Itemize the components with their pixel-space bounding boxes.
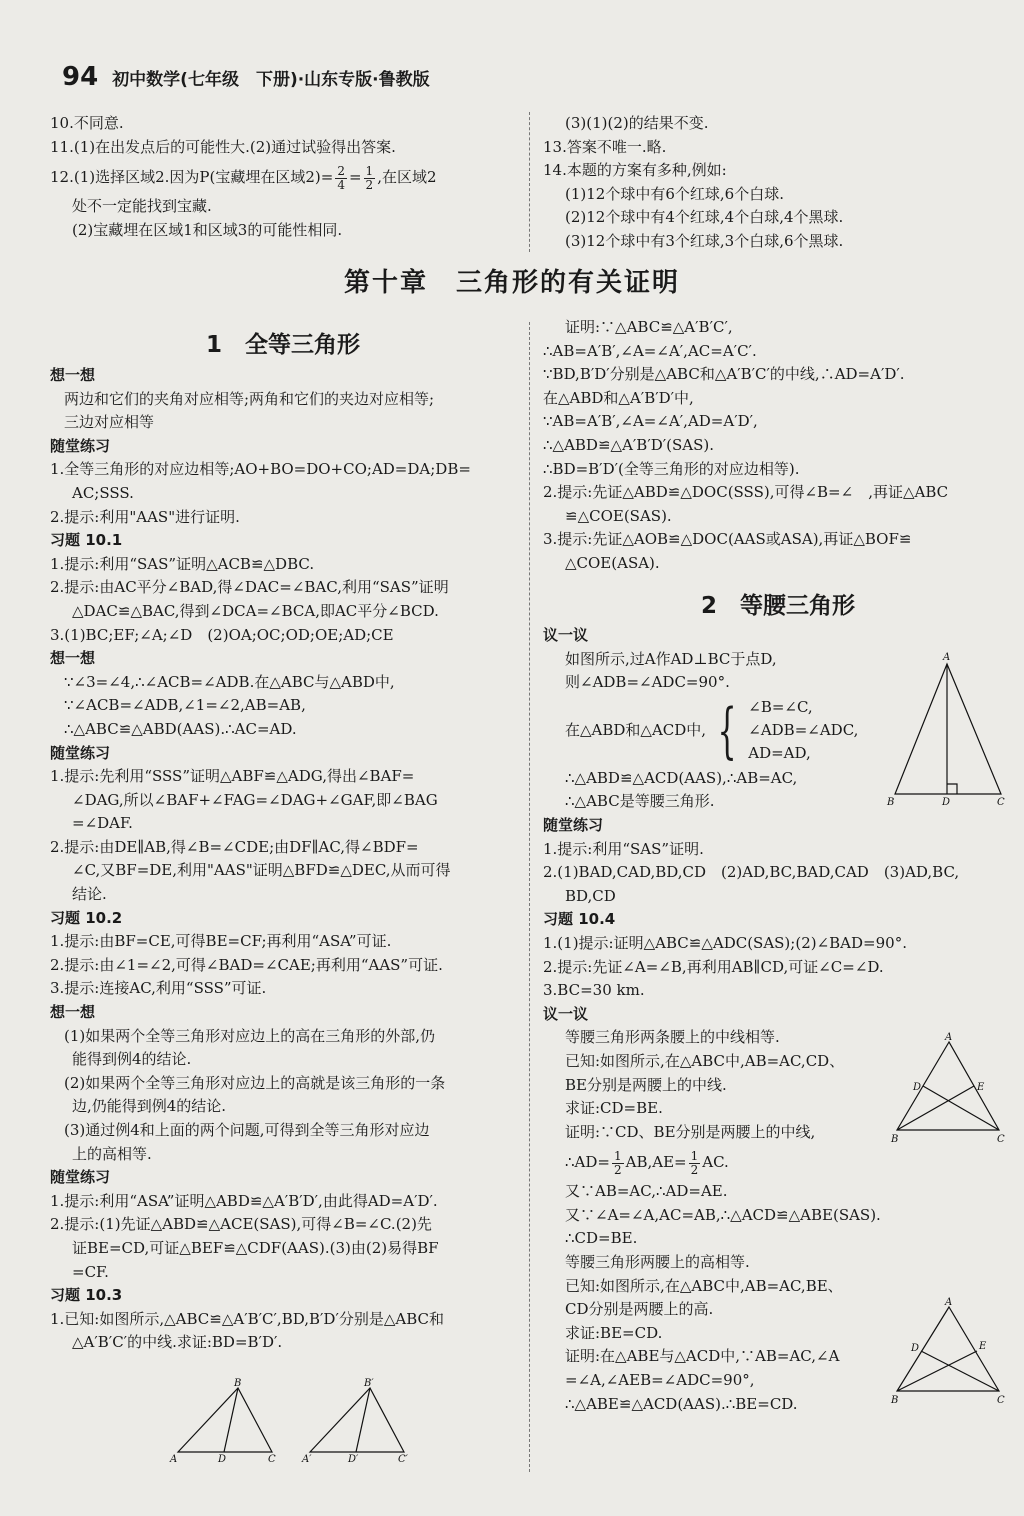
text-line: ∴△ABC≌△ABD(AAS).∴AC=AD. xyxy=(64,719,297,738)
text-line: ∴BD=B′D′(全等三角形的对应边相等). xyxy=(543,459,800,478)
label-d: D xyxy=(218,1454,227,1464)
text-line: 2.提示:(1)先证△ABD≌△ACE(SAS),可得∠B=∠C.(2)先 xyxy=(50,1215,432,1234)
text-line: 2.提示:利用"AAS"进行证明. xyxy=(50,507,240,526)
text-line: ∵∠ACB=∠ADB,∠1=∠2,AB=AB, xyxy=(64,696,306,715)
text-line: 2.(1)BAD,CAD,BD,CD (2)AD,BC,BAD,CAD (3)AD,BC, xyxy=(543,863,960,882)
text-line: 3.BC=30 km. xyxy=(543,981,645,1000)
text-line: =∠A,∠AEB=∠ADC=90°, xyxy=(565,1371,755,1390)
text-line: 三边对应相等 xyxy=(64,413,155,432)
text-line: ∠C,又BF=DE,利用"AAS"证明△BFD≌△DEC,从而可得 xyxy=(72,861,451,880)
subheading: 随堂练习 xyxy=(50,743,111,762)
text-line: △COE(ASA). xyxy=(565,553,660,572)
text-line: ∴CD=BE. xyxy=(565,1229,638,1248)
fraction: $\frac{1}{2}$ xyxy=(613,1148,622,1177)
subheading: 习题 10.3 xyxy=(50,1286,123,1305)
system-row: ∠B=∠C, xyxy=(748,698,813,717)
text-line: ∵∠3=∠4,∴∠ACB=∠ADB.在△ABC与△ABD中, xyxy=(64,672,395,691)
triangle-abc xyxy=(178,1388,272,1452)
book-title: 初中数学(七年级 下册)·山东专版·鲁教版 xyxy=(112,70,430,90)
label-e: E xyxy=(979,1341,987,1352)
right-column-proof xyxy=(543,316,1013,576)
answer-line: 10.不同意. xyxy=(50,114,124,132)
text-line: 证明:在△ABE与△ACD中,∵AB=AC,∠A xyxy=(565,1347,840,1366)
text-line: BE分别是两腰上的中线. xyxy=(565,1075,727,1094)
label-a: A xyxy=(945,1297,953,1308)
subheading: 议一议 xyxy=(543,626,589,644)
text-line: △DAC≌△BAC,得到∠DCA=∠BCA,即AC平分∠BCD. xyxy=(72,601,439,620)
fraction: $\frac{1}{2}$ xyxy=(690,1148,699,1177)
text-line: 又∵∠A=∠A,AC=AB,∴△ACD≌△ABE(SAS). xyxy=(565,1205,881,1224)
text-line: 2.提示:由AC平分∠BAD,得∠DAC=∠BAC,利用“SAS”证明 xyxy=(50,578,449,597)
equation-system: 在△ABD和△ACD中, { ∠B=∠C, ∠ADB=∠ADC, AD=AD, xyxy=(565,695,859,766)
text-line: ∴△ABC是等腰三角形. xyxy=(565,792,715,811)
text-line: 1.提示:利用“ASA”证明△ABD≌△A′B′D′,由此得AD=A′D′. xyxy=(50,1191,438,1210)
answer-line: 处不一定能找到宝藏. xyxy=(72,197,212,216)
label-a: A xyxy=(943,652,951,663)
text-line: 1.已知:如图所示,△ABC≌△A′B′C′,BD,B′D′分别是△ABC和 xyxy=(50,1309,444,1328)
isosceles-altitude-figure xyxy=(885,650,1013,810)
text-line: ∠DAG,所以∠BAF+∠FAG=∠DAG+∠GAF,即∠BAG xyxy=(72,790,438,809)
answer-line: (2)宝藏埋在区域1和区域3的可能性相同. xyxy=(72,220,343,239)
text-line: (1)如果两个全等三角形对应边上的高在三角形的外部,仍 xyxy=(64,1026,436,1045)
label-b: B xyxy=(234,1378,242,1389)
text-line: ∴△ABE≌△ACD(AAS).∴BE=CD. xyxy=(565,1394,798,1413)
left-column xyxy=(50,364,516,1355)
text-line: =∠DAF. xyxy=(72,814,133,833)
text-line: 又∵AB=AC,∴AD=AE. xyxy=(565,1182,728,1201)
text-line: BD,CD xyxy=(565,886,616,905)
section-title-isosceles: 2 等腰三角形 xyxy=(700,593,855,619)
page-header xyxy=(62,62,430,92)
subheading: 想一想 xyxy=(50,1003,96,1022)
text-line: 1.提示:利用“SAS”证明△ACB≌△DBC. xyxy=(50,554,315,573)
subheading: 随堂练习 xyxy=(50,436,111,455)
text-line: 3.提示:先证△AOB≌△DOC(AAS或ASA),再证△BOF≌ xyxy=(543,530,912,549)
subheading: 议一议 xyxy=(543,1004,589,1023)
system-row: ∠ADB=∠ADC, xyxy=(748,721,859,740)
isosceles-altitudes-figure xyxy=(885,1295,1013,1413)
answers-top-right xyxy=(543,112,1013,254)
answer-line-q12: 12.(1)选择区域2.因为P(宝藏埋在区域2)= $\frac{2}{4}$ = $\frac{1}{2}$ ,在区域2 xyxy=(50,163,437,192)
answer-line: (2)12个球中有4个红球,4个白球,4个黑球. xyxy=(565,208,844,227)
text-line: (2)如果两个全等三角形对应边上的高就是该三角形的一条 xyxy=(64,1073,446,1092)
text-line: 3.(1)BC;EF;∠A;∠D (2)OA;OC;OD;OE;AD;CE xyxy=(50,625,394,644)
text-line: 则∠ADB=∠ADC=90°. xyxy=(565,673,730,692)
text-line: 3.提示:连接AC,利用“SSS”可证. xyxy=(50,979,267,998)
label-a: A xyxy=(945,1032,953,1043)
subheading: 随堂练习 xyxy=(50,1168,111,1187)
column-divider-bottom xyxy=(529,322,530,1472)
text-line: 证明:∵CD、BE分别是两腰上的中线, xyxy=(565,1122,816,1141)
column-divider-top xyxy=(529,112,530,252)
text-line: 2.提示:先证△ABD≌△DOC(SSS),可得∠B=∠ ,再证△ABC xyxy=(543,483,949,502)
label-c: C xyxy=(997,1395,1005,1406)
section-title-congruent: 1 全等三角形 xyxy=(205,332,360,358)
label-d-prime: D′ xyxy=(348,1454,359,1464)
subheading: 想一想 xyxy=(50,649,96,668)
text-line: 能得到例4的结论. xyxy=(72,1050,192,1069)
text-line: 1.(1)提示:证明△ABC≌△ADC(SAS);(2)∠BAD=90°. xyxy=(543,933,907,952)
text-line: 1.提示:由BF=CE,可得BE=CF;再利用“ASA”可证. xyxy=(50,932,392,951)
label-a-prime: A′ xyxy=(302,1454,312,1464)
fraction: $\frac{1}{2}$ xyxy=(365,163,374,192)
text-line: =CF. xyxy=(72,1262,109,1281)
label-b: B xyxy=(887,797,895,808)
label-d: D xyxy=(942,797,951,808)
median-b2d2 xyxy=(356,1388,370,1452)
text-line: 1.提示:先利用“SSS”证明△ABF≌△ADG,得出∠BAF= xyxy=(50,767,415,786)
text-line: ∵BD,B′D′分别是△ABC和△A′B′C′的中线,∴AD=A′D′. xyxy=(543,365,905,384)
label-b: B xyxy=(891,1395,899,1406)
label-d: D xyxy=(913,1082,922,1093)
subheading: 习题 10.4 xyxy=(543,910,616,929)
text-line: 如图所示,过A作AD⊥BC于点D, xyxy=(565,649,777,668)
answer-line: 11.(1)在出发点后的可能性大.(2)通过试验得出答案. xyxy=(50,137,396,156)
label-a: A xyxy=(170,1454,178,1464)
text-line: 边,仍能得到例4的结论. xyxy=(72,1097,227,1116)
text-line: ∴△ABD≌△ACD(AAS),∴AB=AC, xyxy=(565,768,798,787)
text-line: 已知:如图所示,在△ABC中,AB=AC,BE、 xyxy=(565,1276,843,1295)
label-c: C xyxy=(997,797,1005,808)
text-line: △A′B′C′的中线.求证:BD=B′D′. xyxy=(72,1333,283,1352)
median-fraction-line: ∴AD= $\frac{1}{2}$ AB,AE= $\frac{1}{2}$ AC. xyxy=(565,1148,729,1177)
text-line: ∴AB=A′B′,∠A=∠A′,AC=A′C′. xyxy=(543,341,757,360)
text-line: 2.提示:由∠1=∠2,可得∠BAD=∠CAE;再利用“AAS”可证. xyxy=(50,955,443,974)
subheading: 习题 10.2 xyxy=(50,908,123,927)
text-line: 求证:CD=BE. xyxy=(565,1099,663,1118)
chapter-title: 第十章 三角形的有关证明 xyxy=(343,268,680,298)
answer-line: (1)12个球中有6个红球,6个白球. xyxy=(565,184,784,203)
text-line: ∵AB=A′B′,∠A=∠A′,AD=A′D′, xyxy=(543,412,758,431)
text-line: 在△ABD和△A′B′D′中, xyxy=(543,388,694,407)
label-c: C xyxy=(268,1454,276,1464)
triangle-abc xyxy=(895,664,1001,794)
text-line: 证BE=CD,可证△BEF≌△CDF(AAS).(3)由(2)易得BF xyxy=(72,1238,439,1257)
answers-top-left xyxy=(50,112,516,242)
right-angle-mark xyxy=(947,784,957,794)
text-line: ∴△ABD≌△A′B′D′(SAS). xyxy=(543,435,715,454)
text-line: 两边和它们的夹角对应相等;两角和它们的夹边对应相等; xyxy=(64,389,435,408)
label-b: B xyxy=(891,1134,899,1145)
text-line: CD分别是两腰上的高. xyxy=(565,1300,714,1319)
answer-line: 13.答案不唯一.略. xyxy=(543,137,667,156)
answer-line: (3)12个球中有3个红球,3个白球,6个黑球. xyxy=(565,231,844,250)
label-e: E xyxy=(977,1082,985,1093)
answer-line: 14.本题的方案有多种,例如: xyxy=(543,161,727,180)
text-line: 证明:∵△ABC≌△A′B′C′, xyxy=(565,318,733,336)
text-line: 结论. xyxy=(72,885,107,904)
answer-line: (3)(1)(2)的结果不变. xyxy=(565,114,709,132)
system-row: AD=AD, xyxy=(748,744,811,763)
label-b-prime: B′ xyxy=(364,1378,374,1389)
congruent-triangles-figure xyxy=(168,1376,448,1464)
triangle-a2b2c2 xyxy=(310,1388,404,1452)
label-c: C xyxy=(997,1134,1005,1145)
text-line: 上的高相等. xyxy=(72,1144,152,1163)
text-line: ≌△COE(SAS). xyxy=(565,506,672,525)
subheading: 随堂练习 xyxy=(543,815,604,834)
text-line: 已知:如图所示,在△ABC中,AB=AC,CD、 xyxy=(565,1051,845,1070)
text-line: 等腰三角形两腰上的高相等. xyxy=(565,1253,750,1272)
isosceles-medians-figure xyxy=(885,1030,1013,1148)
text-line: 2.提示:先证∠A=∠B,再利用AB∥CD,可证∠C=∠D. xyxy=(543,957,884,976)
subheading: 想一想 xyxy=(50,366,96,384)
text-line: 等腰三角形两条腰上的中线相等. xyxy=(565,1028,780,1047)
text-line: 1.提示:利用“SAS”证明. xyxy=(543,839,704,858)
page-number: 94 xyxy=(62,62,99,92)
text-line: 1.全等三角形的对应边相等;AO+BO=DO+CO;AD=DA;DB= xyxy=(50,460,471,479)
text-line: (3)通过例4和上面的两个问题,可得到全等三角形对应边 xyxy=(64,1121,430,1139)
text-line: 2.提示:由DE∥AB,得∠B=∠CDE;由DF∥AC,得∠BDF= xyxy=(50,837,419,856)
subheading: 习题 10.1 xyxy=(50,531,123,550)
label-d: D xyxy=(911,1343,920,1354)
text-line: 求证:BE=CD. xyxy=(565,1323,663,1342)
median-bd xyxy=(224,1388,238,1452)
fraction: $\frac{2}{4}$ xyxy=(337,163,345,192)
label-c-prime: C′ xyxy=(398,1454,408,1464)
text-line: AC;SSS. xyxy=(72,483,134,502)
